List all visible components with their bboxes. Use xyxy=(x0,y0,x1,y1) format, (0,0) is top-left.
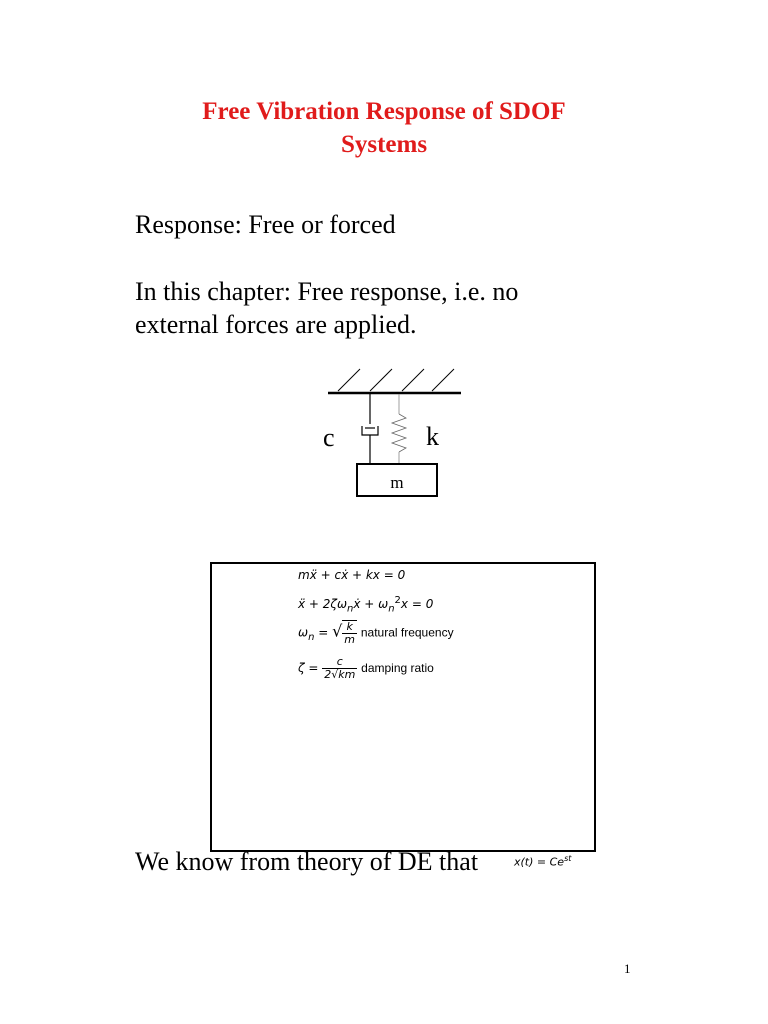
ground-hatch xyxy=(370,369,392,391)
mass-block xyxy=(356,463,438,497)
spring-coil xyxy=(392,414,406,452)
equation-2-part-1: ẍ + 2ζω xyxy=(298,597,347,611)
equals-sign: = xyxy=(314,625,333,640)
ground-hatch xyxy=(432,369,454,391)
k-over-m-fraction xyxy=(342,620,357,646)
solution-form-equation xyxy=(514,852,571,870)
damper-cylinder xyxy=(362,426,378,435)
mass-label: m xyxy=(390,473,404,492)
theory-text: We know from theory of DE that xyxy=(135,847,479,876)
chapter-text-line-2: external forces are applied. xyxy=(135,310,417,339)
omega-subscript: n xyxy=(308,631,315,643)
solution-form-exponent: st xyxy=(564,854,572,863)
sqrt-sign: √ xyxy=(332,621,343,641)
page-number: 1 xyxy=(624,961,631,976)
page-title-line-2: Systems xyxy=(340,131,428,158)
normalized-equation xyxy=(298,594,433,616)
spring-label: k xyxy=(426,422,439,451)
chapter-text-line-1: In this chapter: Free response, i.e. no xyxy=(135,277,519,306)
damping-fraction xyxy=(322,656,357,681)
equation-2-part-2: ẋ + ω xyxy=(353,597,389,611)
page-title-line-1: Free Vibration Response of SDOF xyxy=(202,98,566,125)
ground-hatch xyxy=(338,369,360,391)
omega-symbol: ω xyxy=(298,625,309,640)
damping-ratio-label: damping ratio xyxy=(361,661,434,675)
fraction-denominator: m xyxy=(344,633,356,646)
zeta-symbol: ζ = xyxy=(298,661,323,675)
damping-ratio-equation xyxy=(298,656,434,681)
damper-label: c xyxy=(323,423,335,452)
equation-2-superscript: 2 xyxy=(394,595,401,606)
equation-2-subscript: n xyxy=(347,603,354,615)
ground-hatch xyxy=(402,369,424,391)
damping-denominator: 2√km xyxy=(324,668,356,681)
fraction-numerator: k xyxy=(342,621,357,634)
equation-1-text: mẍ + cẋ + kx = 0 xyxy=(298,568,406,582)
equation-2-subscript-2: n xyxy=(388,603,395,615)
damping-numerator: c xyxy=(322,656,357,669)
response-types-text: Response: Free or forced xyxy=(135,210,396,239)
equation-2-part-3: x = 0 xyxy=(400,597,434,611)
equation-of-motion xyxy=(298,568,405,582)
solution-form-lhs: x(t) = Ce xyxy=(514,855,565,869)
natural-frequency-label: natural frequency xyxy=(360,625,454,640)
natural-frequency-equation xyxy=(298,620,454,646)
